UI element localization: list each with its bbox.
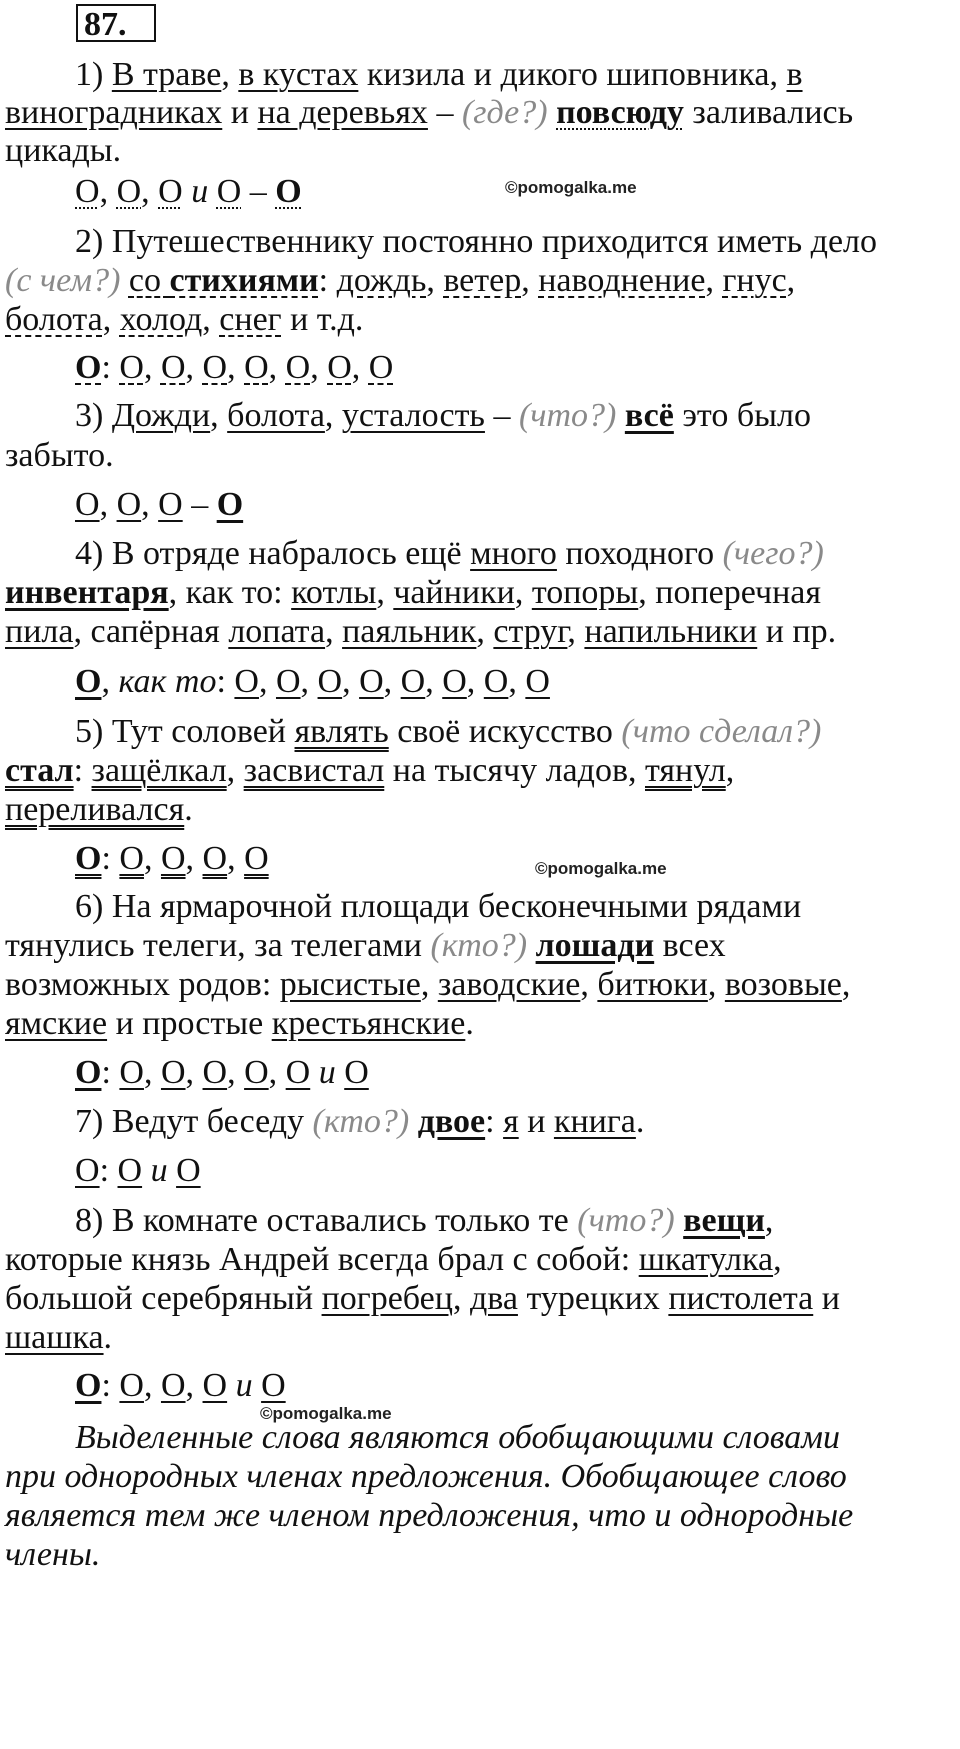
s1-line1: 1) В траве, в кустах кизила и дикого шиповника, в <box>75 56 803 93</box>
s6-line4: ямские и простые крестьянские. <box>5 1005 474 1042</box>
s8-scheme: О: О, О, О и О <box>75 1367 286 1404</box>
s8-line4: шашка. <box>5 1319 113 1356</box>
note-line2: при однородных членах предложения. Обобщающее слово <box>5 1458 847 1495</box>
s3-scheme: О, О, О – О <box>75 486 244 523</box>
s8-line1: 8) В комнате оставались только те (что?) вещи, <box>75 1202 774 1239</box>
s6-line1: 6) На ярмарочной площади бесконечными рядами <box>75 888 802 925</box>
s7-line1: 7) Ведут беседу (кто?) двое: я и книга. <box>75 1103 645 1140</box>
note-line4: члены. <box>5 1536 101 1573</box>
s3-line1: 3) Дожди, болота, усталость – (что?) всё это было <box>75 397 811 434</box>
s2-scheme: О: О, О, О, О, О, О, О <box>75 349 394 386</box>
s4-line2: инвентаря, как то: котлы, чайники, топоры, поперечная <box>5 574 822 611</box>
s7-scheme: О: О и О <box>75 1152 201 1189</box>
s2-line1: 2) Путешественнику постоянно приходится иметь дело <box>75 223 878 260</box>
s2-line3: болота, холод, снег и т.д. <box>5 301 364 338</box>
s1-line2: виноградниках и на деревьях – (где?) повсюду заливались <box>5 94 854 131</box>
s5-line2: стал: защёлкал, засвистал на тысячу ладов, тянул, <box>5 752 735 789</box>
s5-line1: 5) Тут соловей являть своё искусство (что сделал?) <box>75 713 822 750</box>
s3-line2: забыто. <box>5 437 114 474</box>
s5-scheme: О: О, О, О, О <box>75 840 269 877</box>
watermark: ©pomogalka.me <box>505 178 637 197</box>
s4-line3: пила, сапёрная лопата, паяльник, струг, напильники и пр. <box>5 613 837 650</box>
s8-line2: которые князь Андрей всегда брал с собой: шкатулка, <box>5 1241 782 1278</box>
note-line1: Выделенные слова являются обобщающими словами <box>75 1419 840 1456</box>
s2-line2: (с чем?) со стихиями: дождь, ветер, наводнение, гнус, <box>5 262 796 299</box>
watermark-2: ©pomogalka.me <box>535 859 667 878</box>
s4-line1: 4) В отряде набралось ещё много походного (чего?) <box>75 535 824 572</box>
exercise-number: 87. <box>76 4 156 42</box>
s1-scheme: О, О, О и О – О <box>75 173 302 210</box>
s1-line3: цикады. <box>5 132 122 169</box>
note-line3: является тем же членом предложения, что и однородные <box>5 1497 854 1534</box>
s5-line3: переливался. <box>5 791 193 828</box>
s6-scheme: О: О, О, О, О, О и О <box>75 1054 369 1091</box>
s6-line2: тянулись телеги, за телегами (кто?) лошади всех <box>5 927 726 964</box>
watermark-3: ©pomogalka.me <box>260 1404 392 1423</box>
s6-line3: возможных родов: рысистые, заводские, битюки, возовые, <box>5 966 851 1003</box>
s8-line3: большой серебряный погребец, два турецких пистолета и <box>5 1280 840 1317</box>
s4-scheme: О, как то: О, О, О, О, О, О, О, О <box>75 663 550 700</box>
